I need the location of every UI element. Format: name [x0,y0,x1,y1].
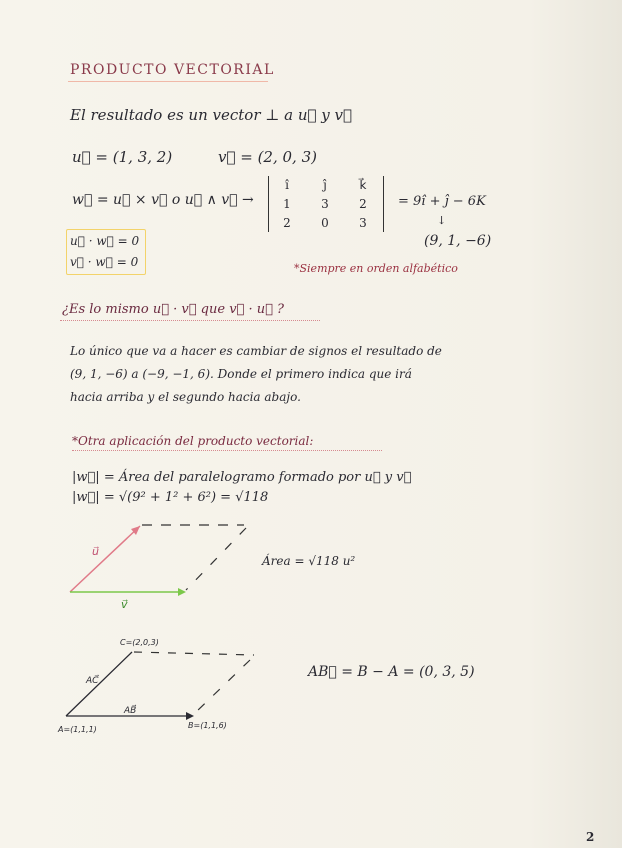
det-cell: k⃗ [359,178,367,192]
det-cell: 2 [283,216,291,230]
ab-label: AB⃗ [124,706,137,716]
dashed-edge [196,660,250,712]
result-statement: El resultado es un vector ⊥ a u⃗ y v⃗ [70,106,353,124]
dashed-edge [186,528,246,590]
v-vector-arrowhead [178,588,186,596]
u-label: u⃗ [92,545,99,558]
paragraph-line: (9, 1, −6) a (−9, −1, 6). Donde el primero indica que irá [70,367,412,381]
det-cell: 2 [359,197,367,211]
other-application-heading: *Otra aplicación del producto vectorial: [72,434,314,448]
area-result: Área = √118 u² [262,554,356,568]
det-cell: î [285,178,289,192]
ac-vector-line [66,652,132,716]
dot-product-v: v⃗ · w⃗ = 0 [70,255,139,269]
ab-arrowhead [186,712,194,720]
v-definition: v⃗ = (2, 0, 3) [218,148,317,166]
det-cell: ĵ [323,178,327,192]
page-number: 2 [586,830,595,844]
dashed-edge [134,652,254,655]
det-cell: 3 [321,197,329,211]
result-vector: (9, 1, −6) [424,233,492,249]
det-cell: 1 [283,197,291,211]
area-definition: |w⃗| = Área del paralelogramo formado por u⃗ y v⃗ [72,470,412,485]
det-cell: 3 [359,216,367,230]
down-arrow-icon: ↓ [437,214,447,227]
v-label: v⃗ [121,598,128,611]
cross-product-definition: w⃗ = u⃗ × v⃗ o u⃗ ∧ v⃗ → [72,192,254,208]
ab-vector-equation: AB⃗ = B − A = (0, 3, 5) [308,664,475,680]
paragraph-line: hacia arriba y el segundo hacia abajo. [70,390,301,404]
det-cell: 0 [321,216,329,230]
paragraph-line: Lo único que va a hacer es cambiar de signos el resultado de [70,344,442,358]
ac-label: AC⃗ [86,676,99,686]
point-c-label: C=(2,0,3) [120,638,159,647]
alphabetical-note: *Siempre en orden alfabético [294,262,458,275]
dot-product-u: u⃗ · w⃗ = 0 [70,234,140,248]
point-a-label: A=(1,1,1) [58,725,97,734]
determinant-result: = 9î + ĵ − 6K [398,194,486,209]
u-definition: u⃗ = (1, 3, 2) [72,148,173,166]
question-heading: ¿Es lo mismo u⃗ · v⃗ que v⃗ · u⃗ ? [62,302,285,317]
u-vector-line [70,526,140,592]
page-title: PRODUCTO VECTORIAL [70,62,275,78]
point-b-label: B=(1,1,6) [188,721,227,730]
area-calculation: |w⃗| = √(9² + 1² + 6²) = √118 [72,490,269,505]
